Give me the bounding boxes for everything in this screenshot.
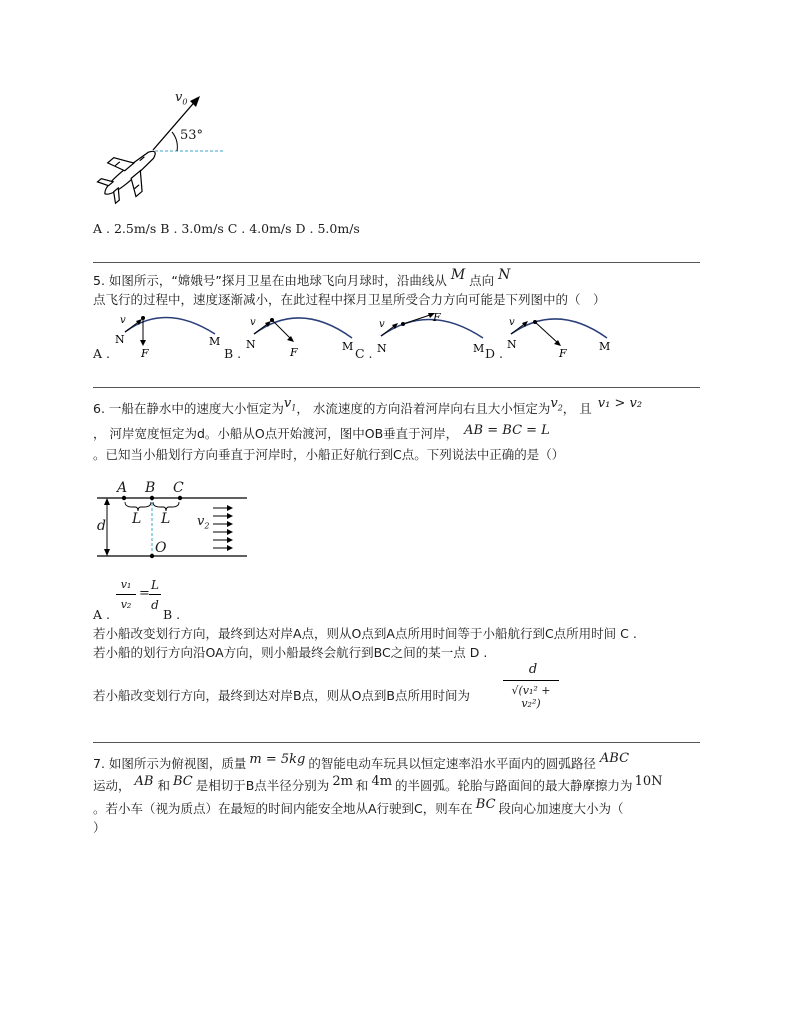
arc-AB: AB (134, 774, 154, 789)
q6-option-c-text: 若小船的划行方向沿OA方向，则小船最终会航行到BC之间的某一点 D . (93, 645, 488, 660)
arc-BC: BC (475, 797, 496, 812)
q6-river-figure (95, 478, 255, 562)
q7-text4: 和 (157, 778, 170, 793)
q5-option-b (224, 310, 358, 360)
divider (93, 387, 700, 388)
q7-text6: 和 (355, 778, 369, 793)
label-v2: v (197, 514, 205, 529)
q6-stem-line1 (93, 396, 643, 423)
label-v: v (120, 315, 126, 326)
q5-option-a (93, 310, 223, 360)
q7-line2 (93, 774, 663, 795)
equals: = (139, 586, 150, 601)
label-L: L (161, 511, 171, 527)
frac-den: d (151, 598, 159, 612)
option-letter: B . (224, 346, 242, 361)
q7-text5: 是相切于B点半径分别为 (195, 778, 330, 793)
q6-stem-line2 (93, 423, 550, 443)
q4-options: A . 2.5m/s B . 3.0m/s C . 4.0m/s D . 5.0m/s (93, 221, 360, 236)
label-N: N (377, 342, 387, 355)
symbol-M: M (450, 267, 466, 283)
q6-option-d (93, 662, 573, 708)
frac-num: L (151, 578, 159, 592)
q7-text8: 。若小车（视为质点）在最短的时间内能安全地从A行驶到C，则车在 (93, 801, 473, 816)
mass-value: m = 5kg (249, 752, 306, 767)
label-N: N (246, 338, 256, 351)
point-B: B (145, 480, 156, 496)
sub: 1 (291, 403, 297, 413)
q7-line4: ） (93, 820, 106, 835)
symbol-v2: v (550, 396, 558, 411)
frac-bar (116, 594, 136, 595)
label-M: M (599, 340, 611, 353)
label-F: F (433, 311, 441, 324)
q6-line2-text: ， 河岸宽度恒定为d。小船从O点开始渡河，图中OB垂直于河岸， (93, 426, 459, 441)
q7-line1 (93, 751, 630, 773)
q6-option-a (93, 578, 213, 624)
label-F: F (559, 347, 567, 360)
label-M: M (209, 335, 221, 348)
frac-bar (503, 680, 559, 681)
q6-stem-line3: 。已知当小船划行方向垂直于河岸时，小船正好航行到C点。下列说法中正确的是（） (93, 447, 565, 462)
sub: 2 (557, 403, 563, 413)
q7-text: 7. 如图所示为俯视图，质量 (93, 756, 247, 771)
symbol-v1: v (283, 396, 292, 411)
q4-figure (93, 88, 233, 206)
frac-num: v₁ (120, 578, 132, 591)
point-A: A (117, 480, 128, 496)
radius-2: 4m (371, 774, 393, 789)
option-letter: B . (163, 607, 181, 622)
option-letter: D . (485, 346, 503, 361)
option-letter: A . (93, 346, 110, 361)
divider (93, 262, 700, 263)
label-M: M (342, 340, 354, 353)
frac-num: d (528, 662, 538, 677)
label-N: N (115, 333, 125, 346)
option-letter: A . (93, 607, 110, 622)
q7-text2: 的智能电动车玩具以恒定速率沿水平面内的圆弧路径 (308, 756, 596, 771)
angle-label: 53° (180, 128, 204, 143)
q6-option-d-text: 若小船改变划行方向，最终到达对岸B点，则从O点到B点所用时间为 (93, 688, 470, 703)
q6-stem-text3: ， 且 (562, 401, 592, 416)
arc-BC: BC (172, 774, 193, 789)
label-v: v (509, 317, 515, 328)
label-L: L (132, 511, 142, 527)
point-O: O (155, 540, 167, 556)
q5-stem-line2: 点飞行的过程中，速度逐渐减小，在此过程中探月卫星所受合力方向可能是下列图中的（ ） (93, 292, 606, 307)
label-M: M (473, 342, 485, 355)
q7-text9: 段向心加速度大小为（ (498, 801, 624, 816)
point-C: C (173, 480, 184, 496)
q6-stem-text: 6. 一船在静水中的速度大小恒定为 (93, 401, 284, 416)
frac-den: v₂ (120, 598, 132, 611)
q5-stem-text2: 点向 (469, 273, 495, 288)
q5-option-c (355, 310, 487, 360)
symbol-N: N (498, 267, 511, 283)
divider (93, 742, 700, 743)
option-letter: C . (355, 346, 373, 361)
label-F: F (290, 346, 298, 359)
frac-den: √(v₁² + v₂²) (511, 684, 551, 710)
v0-sub: 0 (182, 97, 188, 107)
q5-stem-text: 5. 如图所示，“嫦娥号”探月卫星在由地球飞向月球时，沿曲线从 (93, 273, 447, 288)
condition: v₁ > v₂ (597, 396, 643, 411)
label-N: N (507, 338, 517, 351)
equation: AB = BC = L (464, 423, 550, 438)
q6-option-b-text: 若小船改变划行方向，最终到达对岸A点，则从O点到A点所用时间等于小船航行到C点所用时间 C . (93, 626, 637, 641)
q6-stem-text2: ， 水流速度的方向沿着河岸向右且大小恒定为 (296, 401, 551, 416)
q5-stem-line1 (93, 267, 511, 289)
q7-text7: 的半圆弧。轮胎与路面间的最大静摩擦力为 (395, 778, 633, 793)
label-d: d (97, 518, 106, 534)
q7-text3: 运动， (93, 778, 131, 793)
label-v: v (250, 317, 256, 328)
radius-1: 2m (332, 774, 353, 789)
label-F: F (141, 347, 149, 360)
frac-bar (149, 594, 161, 595)
max-friction: 10N (634, 774, 663, 789)
q7-line3 (93, 797, 624, 818)
label-v: v (379, 319, 385, 330)
sub: 2 (204, 521, 210, 531)
v0-label: v (175, 90, 183, 105)
path-ABC: ABC (599, 751, 630, 766)
q5-option-d (485, 310, 615, 360)
